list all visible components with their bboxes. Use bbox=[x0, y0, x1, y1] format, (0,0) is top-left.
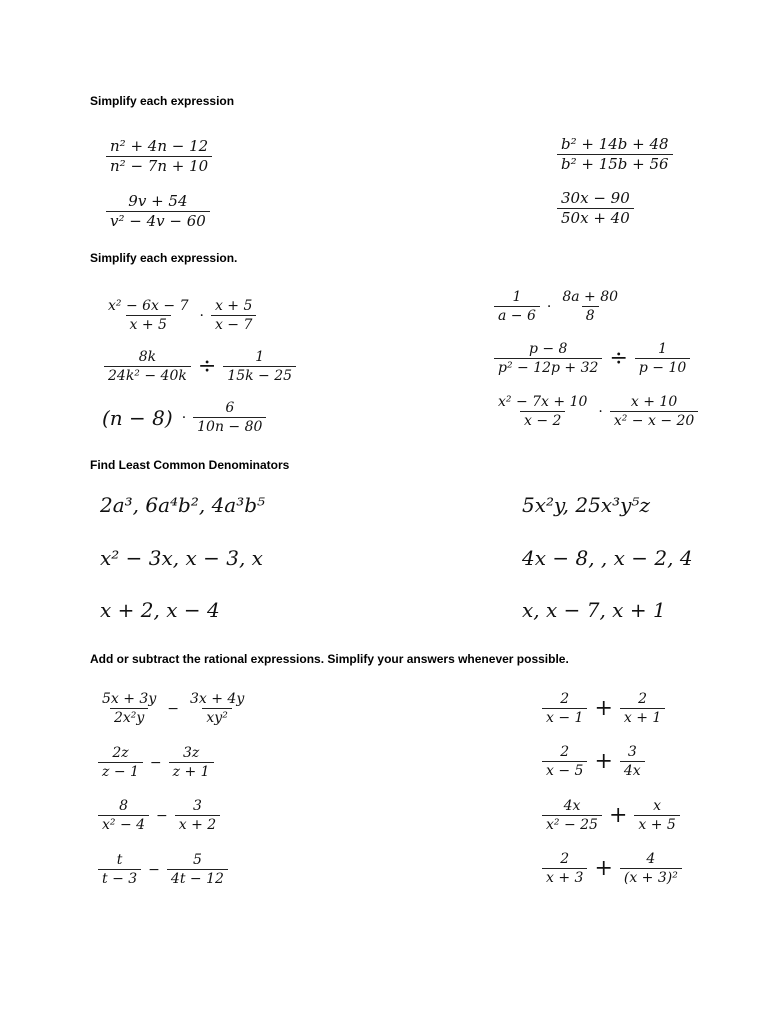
denominator: 4t − 12 bbox=[167, 869, 228, 887]
fraction bbox=[98, 798, 149, 833]
numerator: 2z bbox=[112, 745, 129, 761]
denominator: z + 1 bbox=[169, 762, 214, 780]
fraction bbox=[186, 691, 248, 726]
section-heading-simplify-2: Simplify each expression. bbox=[90, 251, 238, 265]
numerator: 5x + 3y bbox=[102, 691, 157, 707]
denominator: 2x²y bbox=[110, 708, 148, 726]
numerator: 2 bbox=[560, 691, 570, 707]
problem-s3-e: x + 2, x − 4 bbox=[100, 598, 220, 622]
fraction bbox=[104, 298, 192, 333]
numerator: x² − 6x − 7 bbox=[108, 298, 189, 314]
numerator: x + 10 bbox=[630, 394, 678, 410]
fraction bbox=[494, 341, 602, 376]
problem-s1-c bbox=[104, 193, 212, 231]
fraction bbox=[175, 798, 220, 833]
numerator: 6 bbox=[225, 400, 235, 416]
fraction bbox=[635, 341, 690, 376]
denominator: x + 5 bbox=[126, 315, 171, 333]
fraction bbox=[557, 136, 673, 174]
numerator: 3z bbox=[182, 745, 200, 761]
fraction bbox=[620, 691, 665, 726]
operator: − bbox=[149, 754, 162, 771]
operator: ÷ bbox=[197, 354, 217, 380]
numerator: 2 bbox=[638, 691, 648, 707]
denominator: p − 10 bbox=[635, 358, 690, 376]
fraction bbox=[620, 744, 645, 779]
problem-s2-f bbox=[492, 394, 700, 429]
problem-s3-f: x, x − 7, x + 1 bbox=[522, 598, 666, 622]
operator: · bbox=[546, 298, 552, 315]
denominator: b² + 15b + 56 bbox=[557, 154, 673, 173]
numerator: 9v + 54 bbox=[128, 192, 188, 210]
numerator: 3 bbox=[193, 798, 202, 814]
operator: − bbox=[156, 807, 168, 824]
denominator: x + 3 bbox=[542, 868, 587, 886]
numerator: 5 bbox=[192, 852, 202, 868]
numerator: x + 5 bbox=[214, 298, 253, 314]
fraction bbox=[542, 691, 587, 726]
denominator: x − 5 bbox=[542, 761, 587, 779]
fraction bbox=[169, 745, 214, 780]
numerator: p − 8 bbox=[528, 341, 568, 357]
section-heading-lcd: Find Least Common Denominators bbox=[90, 458, 290, 472]
numerator: 8k bbox=[138, 349, 157, 365]
fraction bbox=[494, 394, 591, 429]
problem-s4-f bbox=[540, 798, 682, 833]
fraction bbox=[106, 138, 212, 176]
fraction bbox=[634, 798, 679, 833]
denominator: 10n − 80 bbox=[193, 417, 266, 435]
numerator: 8 bbox=[119, 798, 128, 814]
problem-s1-a bbox=[104, 138, 214, 176]
operator: + bbox=[594, 856, 613, 882]
numerator: 1 bbox=[512, 289, 522, 305]
denominator: v² − 4v − 60 bbox=[106, 211, 210, 230]
operator: − bbox=[148, 861, 160, 878]
denominator: 15k − 25 bbox=[223, 366, 296, 384]
operator: − bbox=[167, 700, 179, 717]
operator: · bbox=[181, 409, 187, 426]
fraction bbox=[557, 190, 634, 228]
numerator: 1 bbox=[658, 341, 668, 357]
fraction bbox=[98, 745, 143, 780]
numerator: 4x bbox=[563, 798, 581, 814]
denominator: x − 7 bbox=[211, 315, 256, 333]
fraction bbox=[98, 852, 141, 887]
denominator: x + 5 bbox=[634, 815, 679, 833]
denominator: z − 1 bbox=[98, 762, 143, 780]
problem-s2-a bbox=[102, 298, 258, 333]
denominator: 4x bbox=[620, 761, 645, 779]
numerator: 4 bbox=[646, 851, 656, 867]
numerator: t bbox=[116, 852, 123, 868]
denominator: 24k² − 40k bbox=[104, 366, 191, 384]
denominator: n² − 7n + 10 bbox=[106, 156, 212, 175]
problem-s2-c bbox=[102, 349, 298, 384]
denominator: a − 6 bbox=[494, 306, 540, 324]
fraction bbox=[106, 193, 210, 231]
numerator: x² − 7x + 10 bbox=[498, 394, 588, 410]
denominator: t − 3 bbox=[98, 869, 141, 887]
operator: + bbox=[594, 696, 613, 722]
denominator: x² − 25 bbox=[542, 815, 602, 833]
numerator: b² + 14b + 48 bbox=[561, 135, 669, 153]
numerator: 2 bbox=[560, 851, 570, 867]
fraction bbox=[542, 851, 587, 886]
fraction bbox=[193, 400, 266, 435]
fraction bbox=[610, 394, 698, 429]
problem-s4-g bbox=[96, 852, 230, 887]
denominator: x + 2 bbox=[175, 815, 220, 833]
denominator: xy² bbox=[202, 708, 231, 726]
numerator: n² + 4n − 12 bbox=[110, 137, 209, 155]
fraction bbox=[98, 691, 160, 726]
denominator: x² − 4 bbox=[98, 815, 149, 833]
denominator: 50x + 40 bbox=[557, 208, 634, 227]
section-heading-add-subtract: Add or subtract the rational expressions. Simplify your answers whenever possible. bbox=[90, 652, 569, 666]
problem-s4-h bbox=[540, 851, 684, 886]
numerator: 3x + 4y bbox=[189, 691, 245, 707]
fraction bbox=[620, 851, 682, 886]
numerator: x bbox=[653, 798, 662, 814]
problem-s2-d bbox=[492, 341, 692, 376]
leading-factor: (n − 8) bbox=[102, 405, 173, 430]
denominator: p² − 12p + 32 bbox=[494, 358, 602, 376]
numerator: 30x − 90 bbox=[561, 189, 630, 207]
denominator: x² − x − 20 bbox=[610, 411, 698, 429]
problem-s3-a: 2a³, 6a⁴b², 4a³b⁵ bbox=[100, 493, 266, 517]
denominator: (x + 3)² bbox=[620, 868, 682, 886]
operator: + bbox=[608, 803, 628, 829]
fraction bbox=[223, 349, 296, 384]
denominator: 8 bbox=[582, 306, 599, 324]
problem-s3-b: 5x²y, 25x³y⁵z bbox=[522, 493, 650, 517]
denominator: x − 2 bbox=[520, 411, 565, 429]
problem-s1-d bbox=[555, 190, 636, 228]
problem-s1-b bbox=[555, 136, 675, 174]
problem-s2-e bbox=[102, 400, 268, 435]
numerator: 3 bbox=[627, 744, 637, 760]
numerator: 2 bbox=[560, 744, 570, 760]
fraction bbox=[542, 744, 587, 779]
operator: · bbox=[598, 403, 603, 420]
numerator: 1 bbox=[255, 349, 265, 365]
fraction bbox=[542, 798, 602, 833]
operator: · bbox=[199, 307, 204, 324]
numerator: 8a + 80 bbox=[562, 289, 619, 305]
fraction bbox=[211, 298, 256, 333]
denominator: x − 1 bbox=[542, 708, 587, 726]
operator: ÷ bbox=[609, 346, 628, 372]
problem-s3-d: 4x − 8, , x − 2, 4 bbox=[522, 546, 693, 570]
problem-s4-e bbox=[96, 798, 222, 833]
fraction bbox=[494, 289, 540, 324]
problem-s4-b bbox=[540, 691, 667, 726]
fraction bbox=[558, 289, 622, 324]
section-heading-simplify: Simplify each expression bbox=[90, 94, 235, 108]
problem-s2-b bbox=[492, 289, 624, 324]
fraction bbox=[104, 349, 191, 384]
problem-s4-a bbox=[96, 691, 250, 726]
problem-s4-c bbox=[96, 745, 216, 780]
denominator: x + 1 bbox=[620, 708, 665, 726]
fraction bbox=[167, 852, 228, 887]
operator: + bbox=[594, 749, 613, 775]
problem-s4-d bbox=[540, 744, 647, 779]
problem-s3-c: x² − 3x, x − 3, x bbox=[100, 546, 263, 570]
